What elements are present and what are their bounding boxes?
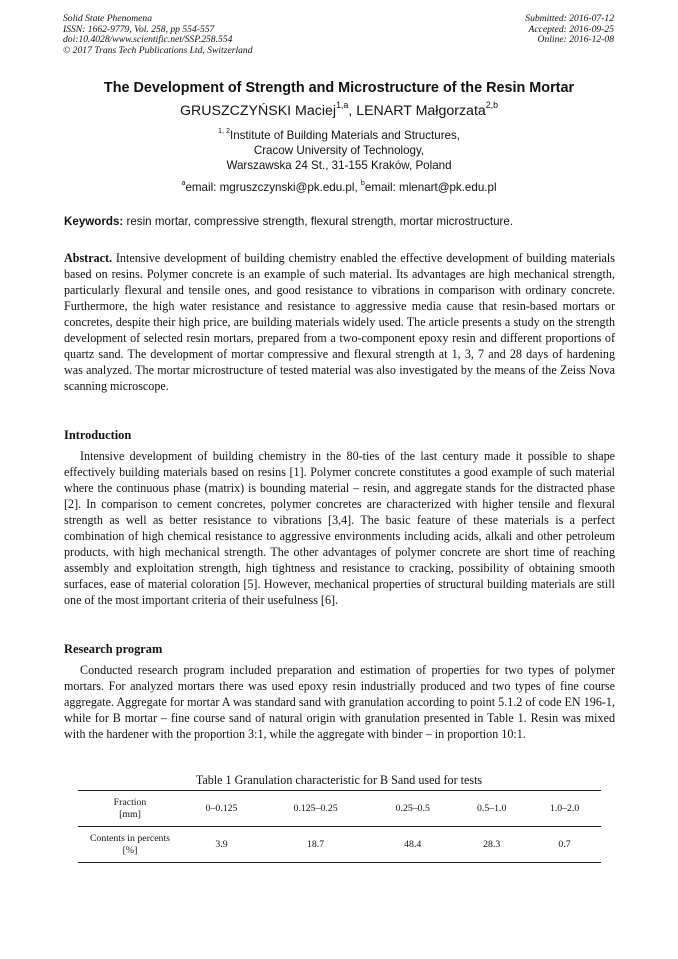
fraction-cell: 0.25–0.5 xyxy=(395,802,430,814)
table-row-contents xyxy=(78,827,601,863)
contents-label: Contents in percents xyxy=(90,832,170,844)
fraction-unit: [mm] xyxy=(119,808,141,820)
contents-cell: 18.7 xyxy=(307,838,325,850)
abstract-label: Abstract. xyxy=(64,251,113,265)
abstract-text: Intensive development of building chemistry enabled the effective development of building materials based on resins. Polymer concrete is an example of such material. Its advantages are high mechanical strength, particularly flexural and tensile ones, and good resistance to vibrations in comparison with ordinary concrete. Furthermore, the high water resistance and resistance to aggressive media cause that resin-based mortars or concretes, despite their high price, are building materials widely used. The article presents a study on the strength development of selected resin mortars, prepared from a two-component epoxy resin and different proportions of quartz sand. The development of mortar compressive and flexural strength at 1, 3, 7 and 28 days of hardening was analyzed. The mortar microstructure of tested material was also investigated by the means of the Zeiss Nova scanning microscope. xyxy=(64,251,615,393)
research-program-heading: Research program xyxy=(64,642,163,656)
author-line xyxy=(0,99,678,119)
table-row-fraction xyxy=(78,791,601,827)
introduction-text: Intensive development of building chemistry in the 80-ties of the last century made it possible to shape effectively building materials based on resins [1]. Polymer concrete constitutes a good example of such material where the continuous phase (matrix) is bounding material – resin, and aggregate stands for the distracted phase [2]. In comparison to cement concretes, polymer concretes are characterized with higher tensile and flexural strength as well as better resistance to vibrations [3,4]. The basic feature of these materials is a perfect combination of high chemical resistance to aggressive environments including acids, alkali and other petroleum products, with high mechanical strength. The other advantages of polymer concrete are short time of reaching assembly and exploitation strength, high tightness and resistance to cracking, possibility of obtaining smooth surfaces, ease of material coloration [5]. However, mechanical properties of structural building materials are still one of the most important criteria of their usefulness [6]. xyxy=(64,449,615,607)
fraction-cell: 0.125–0.25 xyxy=(293,802,338,814)
affiliation-superscript: 1, 2 xyxy=(217,126,230,136)
fraction-cell: 1.0–2.0 xyxy=(549,802,580,814)
journal-doi: doi:10.4028/www.scientific.net/SSP.258.554 xyxy=(63,34,233,46)
granulation-table xyxy=(78,790,601,863)
author-emails xyxy=(0,178,678,194)
online-date: Online: 2016-12-08 xyxy=(537,34,614,46)
contents-unit: [%] xyxy=(122,844,138,856)
research-program-text: Conducted research program included preparation and estimation of properties for two types of polymer mortars. For analyzed mortars there was used epoxy resin industrially produced and two types of fine course aggregate. Aggregate for mortar A was standard sand with granulation according to point 5.1.2 of code EN 196-1, while for B mortar – fine course sand of natural origin with granulation presented in Table 1. Resin was mixed with the hardener with the proportion 3:1, while the aggregate with binder – in proportion 10:1. xyxy=(64,663,615,741)
affiliation-line-1: Institute of Building Materials and Structures, xyxy=(229,129,461,142)
author-2-name: LENART Małgorzata xyxy=(356,103,486,119)
email-a-superscript: a xyxy=(181,178,186,188)
journal-name: Solid State Phenomena xyxy=(63,13,152,24)
journal-copyright: © 2017 Trans Tech Publications Ltd, Switzerland xyxy=(63,44,253,56)
author-1-name: GRUSZCZYŃSKI Maciej xyxy=(179,103,337,119)
contents-cell: 28.3 xyxy=(483,838,501,850)
fraction-label: Fraction xyxy=(113,796,147,808)
affiliation-line-2: Cracow University of Technology, xyxy=(253,144,425,157)
journal-issn: ISSN: 1662-9779, Vol. 258, pp 554-557 xyxy=(63,23,215,35)
table-header-contents xyxy=(78,827,182,863)
fraction-cell: 0.5–1.0 xyxy=(476,802,507,814)
author-separator: , xyxy=(348,103,357,119)
keywords-label: Keywords: xyxy=(64,215,124,228)
contents-cell: 48.4 xyxy=(404,838,422,850)
journal-header-right xyxy=(525,14,614,46)
email-a: email: mgruszczynski@pk.edu.pl, xyxy=(185,181,361,194)
table-caption: Table 1 Granulation characteristic for B Sand used for tests xyxy=(195,773,483,787)
accepted-date: Accepted: 2016-09-25 xyxy=(528,23,614,35)
affiliation xyxy=(0,128,678,173)
introduction-heading: Introduction xyxy=(64,428,132,442)
affiliation-line-3: Warszawska 24 St., 31-155 Kraków, Poland xyxy=(226,159,452,172)
fraction-cell: 0–0.125 xyxy=(205,802,238,814)
table-header-fraction xyxy=(78,791,182,827)
contents-cell: 3.9 xyxy=(215,838,228,850)
email-b-superscript: b xyxy=(360,178,365,188)
author-1-superscript: 1,a xyxy=(336,99,349,110)
author-2-superscript: 2,b xyxy=(485,99,499,110)
journal-header-left xyxy=(63,14,253,56)
keywords-text: resin mortar, compressive strength, flexural strength, mortar microstructure. xyxy=(123,215,514,228)
submitted-date: Submitted: 2016-07-12 xyxy=(525,13,614,24)
email-b: email: mlenart@pk.edu.pl xyxy=(364,181,497,194)
contents-cell: 0.7 xyxy=(558,838,571,850)
keywords xyxy=(64,215,616,228)
paper-title: The Development of Strength and Microstructure of the Resin Mortar xyxy=(103,80,575,96)
abstract xyxy=(64,251,615,395)
